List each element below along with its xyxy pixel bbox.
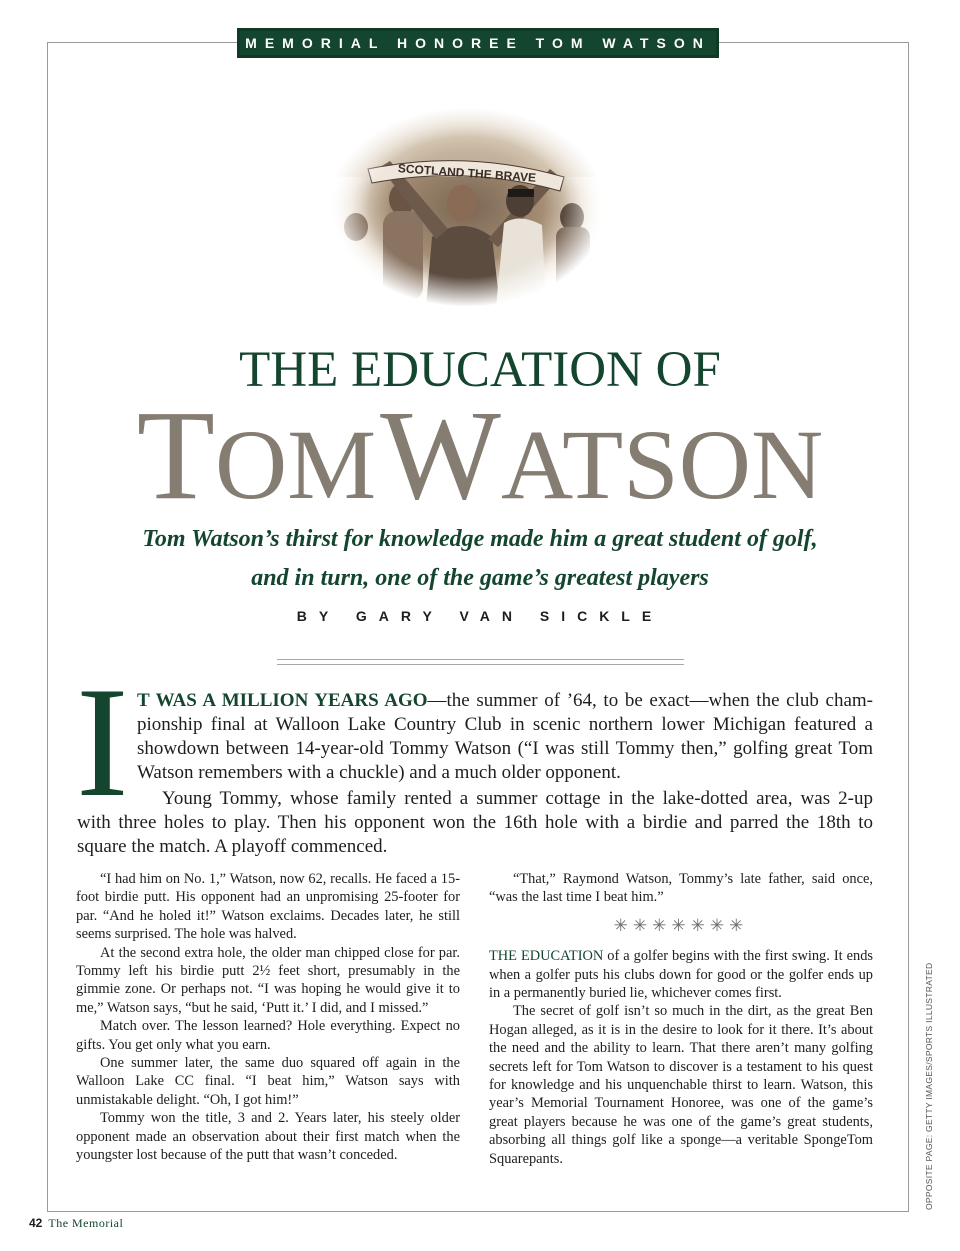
paragraph: “That,” Raymond Watson, Tommy’s late father, said once, “was the last time I beat him.” xyxy=(489,871,873,906)
photo-credit: OPPOSITE PAGE: GETTY IMAGES/SPORTS ILLUSTRATED xyxy=(924,962,934,1210)
section-break-stars: ✳✳✳✳✳✳✳ xyxy=(613,915,749,935)
paragraph: “I had him on No. 1,” Watson, now 62, recalls. He faced a 15-foot birdie putt. His opponent had an unpromising 25-footer for par. “And he holed it!” Watson exclaims. Decades later, he still seems surprised. The hole was halved. xyxy=(76,871,460,943)
paragraph: One summer later, the same duo squared off again in the Walloon Lake CC final. “I beat him,” Watson says with unmistakable delight. “Oh, I got him!” xyxy=(76,1055,460,1108)
byline: BY GARY VAN SICKLE xyxy=(296,608,664,624)
section-banner: MEMORIAL HONOREE TOM WATSON xyxy=(237,28,719,58)
page-folio: 42 The Memorial xyxy=(29,1216,124,1230)
title-name: TOM WATSON xyxy=(136,384,824,526)
body-column-right xyxy=(489,870,873,1168)
body-column-left xyxy=(76,870,460,1165)
hero-photo xyxy=(328,107,606,307)
paragraph: The secret of golf isn’t so much in the dirt, as the great Ben Hogan alleged, as it is in the desire to look for it there. It’s about the need and the ability to learn. That there aren’t many golfing secrets left for Tom Watson to discover is a testament to his quest for knowledge and his unquenchable thirst to learn. Watson, this year’s Memorial Tournament Honoree, was one of the game’s great players because he was one of the game’s great students, absorbing all things golf like a sponge—a veritable SpongeTom Squarepants. xyxy=(489,1003,873,1167)
divider-rule xyxy=(277,664,684,665)
paragraph: THE EDUCATION of a golfer begins with the first swing. It ends when a golfer puts his clubs down for good or the golfer ends up in a permanently buried lie, whichever comes first. xyxy=(489,948,873,1002)
divider-rule xyxy=(277,659,684,660)
paragraph: Tommy won the title, 3 and 2. Years later, his steely older opponent made an observation about their first match when the youngster lost because of the putt that wasn’t conceded. xyxy=(76,1110,460,1164)
paragraph: Match over. The lesson learned? Hole everything. Expect no gifts. You get only what you earn. xyxy=(76,1018,460,1053)
title-line1: THE EDUCATION OF xyxy=(239,342,721,398)
drop-cap: I xyxy=(76,655,129,830)
paragraph: At the second extra hole, the older man chipped close for par. Tommy left his birdie putt 2½ feet short, presumably in the gimmie zone. Or perhaps not. “I was hoping he would give it to me,” Watson says, “but he said, ‘Putt it.’ I did, and I missed.” xyxy=(76,944,460,1016)
subtitle: Tom Watson’s thirst for knowledge made him a great student of golf, and in turn, one of the game’s greatest players xyxy=(142,526,818,591)
